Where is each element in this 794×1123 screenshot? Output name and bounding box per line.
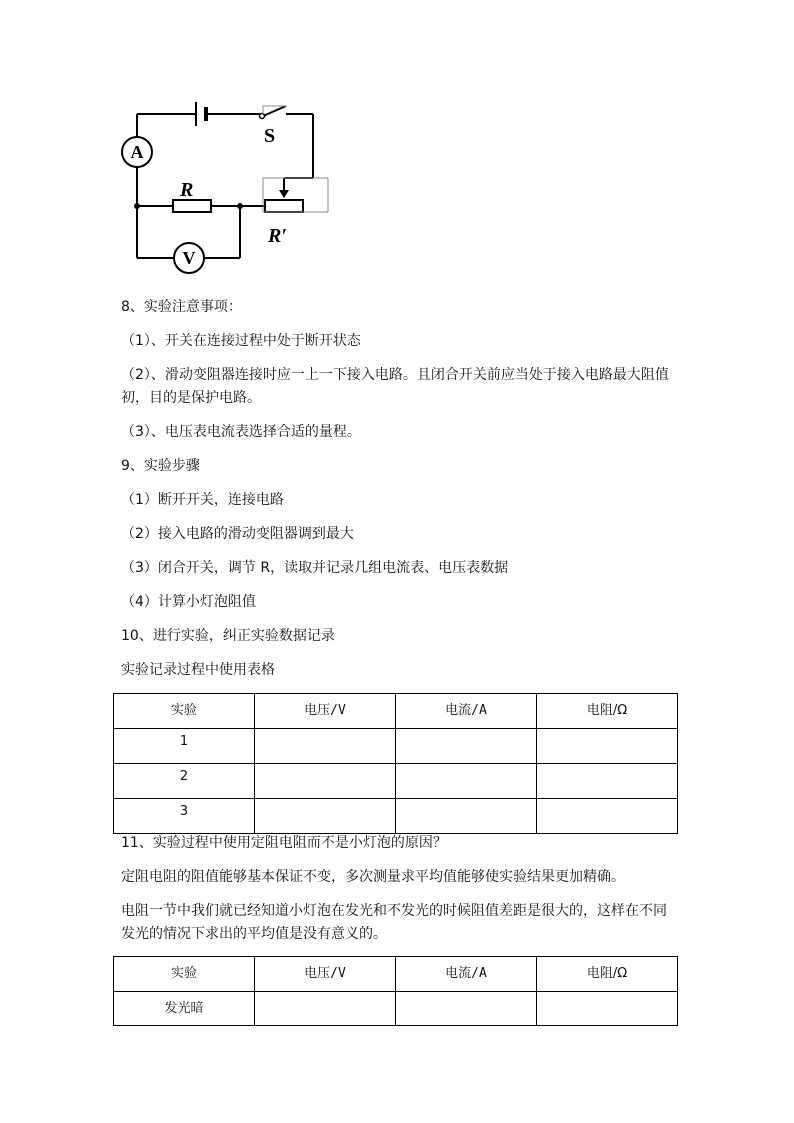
section9-step-4: （4）计算小灯泡阻值 [121,594,256,610]
section8-title: 8、实验注意事项： [121,299,242,315]
table-header-cell: 电流/A [396,957,537,992]
table-cell [537,799,678,834]
record-table-1 [113,693,678,834]
table-header-row [114,694,678,729]
section8-item-2-cont: 初，目的是保护电路。 [121,390,261,406]
table-cell [255,729,396,764]
table-cell [396,729,537,764]
ammeter-label: A [130,142,144,162]
table-cell: 1 [114,729,255,764]
section10-subtitle: 实验记录过程中使用表格 [121,662,275,678]
table-header-cell: 电压/V [255,957,396,992]
section11-paragraph-2-cont: 发光的情况下求出的平均值是没有意义的。 [121,926,387,942]
table-cell [255,799,396,834]
table-header-cell: 电压/V [255,694,396,729]
table-cell [537,729,678,764]
table-header-cell: 实验 [114,694,255,729]
section10-title: 10、进行实验，纠正实验数据记录 [121,628,335,644]
table-cell [255,992,396,1026]
table-header-cell: 电流/A [396,694,537,729]
table-cell: 2 [114,764,255,799]
table-header-row [114,957,678,992]
section11-paragraph-2: 电阻一节中我们就已经知道小灯泡在发光和不发光的时候阻值差距是很大的，这样在不同 [121,903,667,919]
rheostat-label: R′ [268,225,287,247]
table-header-cell: 实验 [114,957,255,992]
table-cell [537,764,678,799]
circuit-diagram [110,90,340,280]
section11-paragraph-1: 定阻电阻的阻值能够基本保证不变，多次测量求平均值能够使实验结果更加精确。 [121,869,625,885]
section9-title: 9、实验步骤 [121,458,200,474]
voltmeter-label: V [182,248,196,268]
section9-step-2: （2）接入电路的滑动变阻器调到最大 [121,526,354,542]
table-row [114,992,678,1026]
section8-item-1: （1）、开关在连接过程中处于断开状态 [121,333,361,349]
section8-item-3: （3）、电压表电流表选择合适的量程。 [121,424,361,440]
table-cell: 发光暗 [114,992,255,1026]
section11-title: 11、实验过程中使用定阻电阻而不是小灯泡的原因？ [121,835,447,851]
table-header-cell: 电阻/Ω [537,957,678,992]
section9-step-3: （3）闭合开关，调节 R，读取并记录几组电流表、电压表数据 [121,560,509,576]
resistor-label: R [180,179,194,201]
table-cell [396,764,537,799]
table-cell [255,764,396,799]
table-row [114,729,678,764]
table-row [114,799,678,834]
record-table-2 [113,956,678,1026]
table-row [114,764,678,799]
table-header-cell: 电阻/Ω [537,694,678,729]
table-cell: 3 [114,799,255,834]
table-cell [396,799,537,834]
section9-step-1: （1）断开开关，连接电路 [121,492,284,508]
switch-label: S [264,125,276,147]
section8-item-2: （2）、滑动变阻器连接时应一上一下接入电路。且闭合开关前应当处于接入电路最大阻值 [121,367,669,383]
table-cell [396,992,537,1026]
table-cell [537,992,678,1026]
